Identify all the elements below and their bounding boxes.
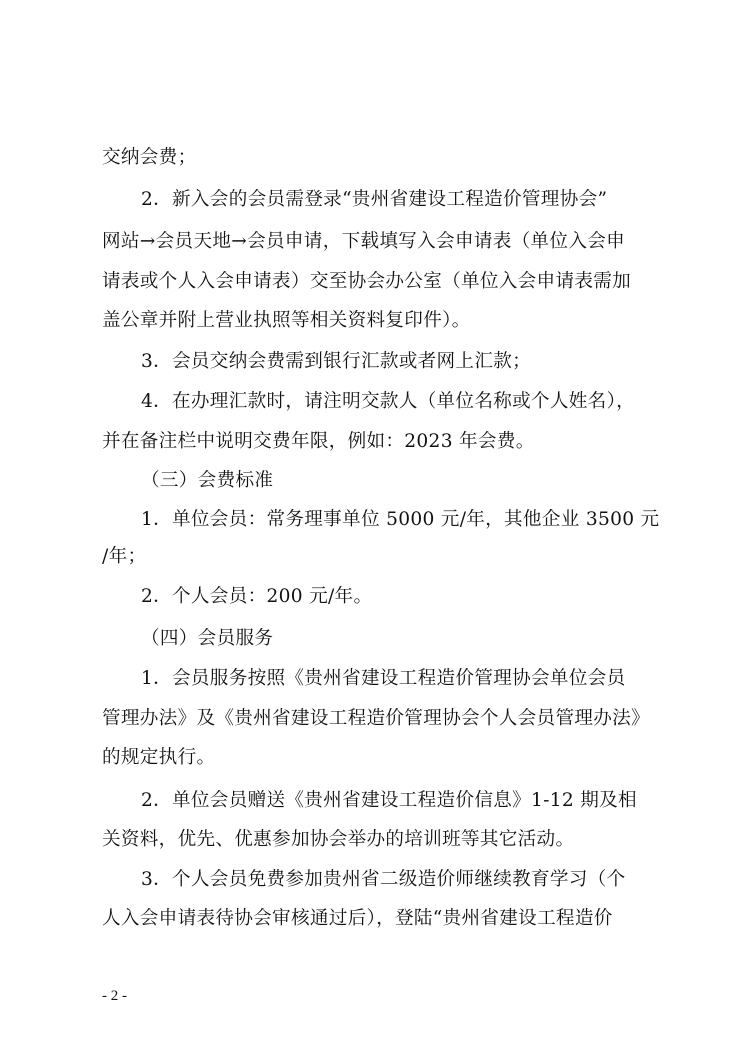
text-line: 3．会员交纳会费需到银行汇款或者网上汇款； — [141, 351, 532, 372]
section-heading: （四）会员服务 — [141, 628, 274, 649]
page-number: - 2 - — [102, 988, 127, 1004]
text-line: 4．在办理汇款时，请注明交款人（单位名称或个人姓名）， — [141, 391, 636, 412]
text-line: 请表或个人入会申请表）交至协会办公室（单位入会申请表需加 — [102, 271, 632, 292]
text-line: 网站→会员天地→会员申请，下载填写入会申请表（单位入会申 — [102, 231, 625, 252]
text-line: 1．单位会员：常务理事单位 5000 元/年，其他企业 3500 元 — [141, 509, 660, 530]
text-line: 管理办法》及《贵州省建设工程造价管理协会个人会员管理办法》 — [102, 708, 650, 729]
text-line: 并在备注栏中说明交费年限，例如：2023 年会费。 — [102, 431, 535, 452]
text-line: 2．新入会的会员需登录“贵州省建设工程造价管理协会” — [141, 189, 608, 210]
section-heading: （三）会费标准 — [141, 470, 274, 491]
text-line: 2．单位会员赠送《贵州省建设工程造价信息》1-12 期及相 — [141, 790, 637, 811]
text-line: 1．会员服务按照《贵州省建设工程造价管理协会单位会员 — [141, 668, 626, 689]
text-line: 2．个人会员：200 元/年。 — [141, 586, 373, 607]
text-line: 盖公章并附上营业执照等相关资料复印件）。 — [102, 310, 471, 331]
text-line: 人入会申请表待协会审核通过后），登陆“贵州省建设工程造价 — [102, 908, 613, 929]
text-line: 3．个人会员免费参加贵州省二级造价师继续教育学习（个 — [141, 869, 626, 890]
text-line: /年； — [102, 546, 147, 567]
text-line: 关资料，优先、优惠参加协会举办的培训班等其它活动。 — [102, 829, 575, 850]
text-line: 交纳会费； — [102, 147, 197, 168]
text-line: 的规定执行。 — [102, 747, 216, 768]
